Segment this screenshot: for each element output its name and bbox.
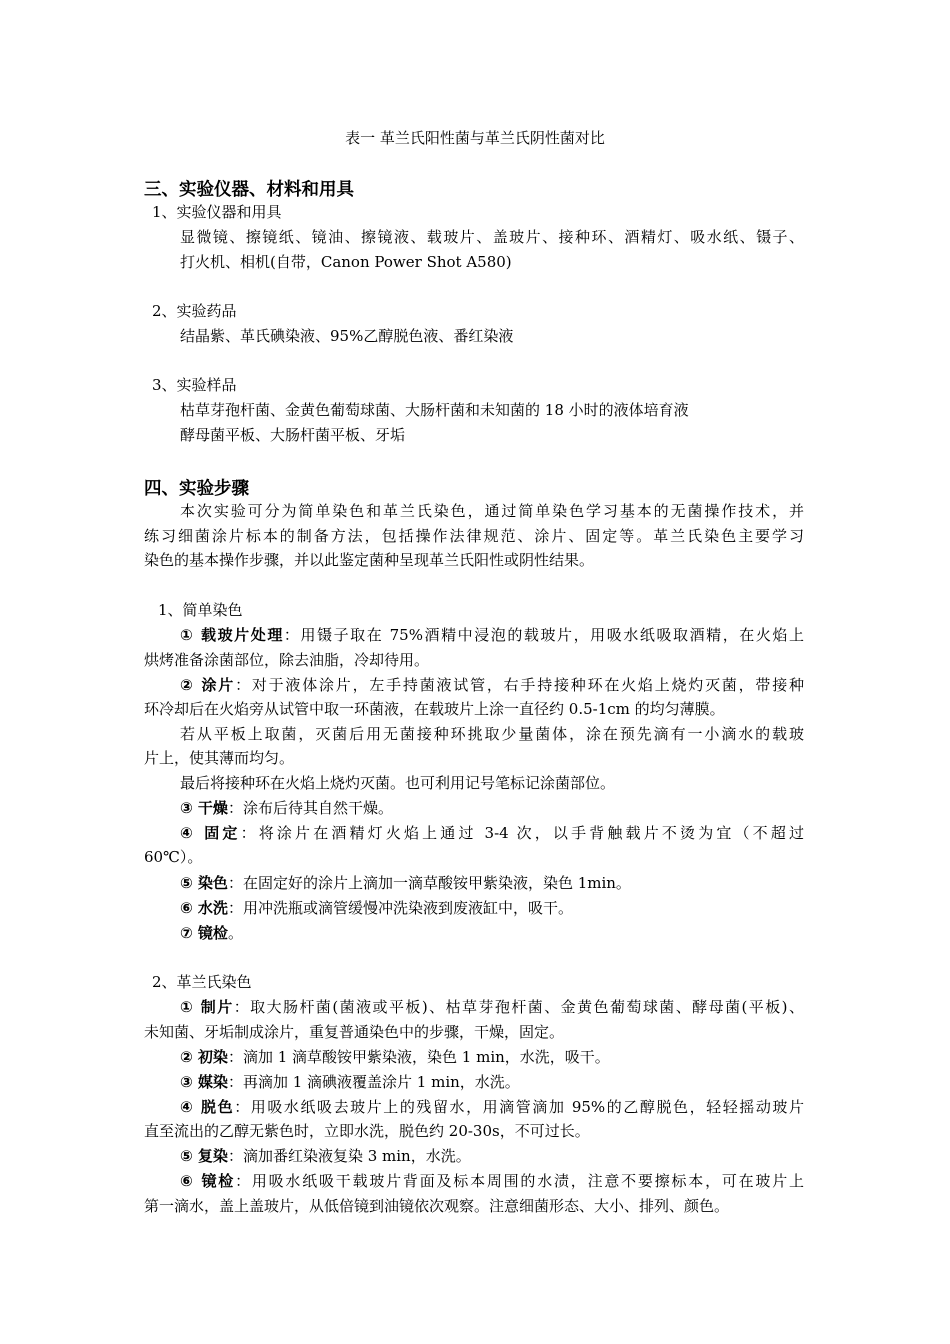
subsection-samples: 3、实验样品: [152, 376, 237, 394]
step-label: ② 涂片: [180, 676, 236, 694]
simple-step-1: [180, 625, 804, 645]
gram-step-1-cont: 未知菌、牙垢制成涂片，重复普通染色中的步骤，干燥，固定。: [144, 1023, 565, 1041]
instruments-line-1: 显微镜、擦镜纸、镜油、擦镜液、载玻片、盖玻片、接种环、酒精灯、吸水纸、镊子、: [180, 228, 804, 246]
intro-line-3: 染色的基本操作步骤，并以此鉴定菌种呈现革兰氏阳性或阴性结果。: [144, 551, 595, 569]
gram-staining-title: 2、革兰氏染色: [152, 973, 252, 991]
step-text: ：涂布后待其自然干燥。: [227, 799, 393, 817]
instruments-line-2: 打火机、相机(自带，Canon Power Shot A580): [180, 253, 512, 271]
step-label: ⑥ 水洗: [180, 899, 228, 917]
step-text: 。: [227, 924, 243, 942]
step-label: ⑦ 镜检: [180, 924, 228, 942]
simple-step-6: [180, 898, 573, 918]
simple-step-2-cont: 环冷却后在火焰旁从试管中取一环菌液，在载玻片上涂一直径约 0.5-1cm 的均匀薄膜。: [144, 700, 725, 718]
step-text: ：取大肠杆菌(菌液或平板)、枯草芽孢杆菌、金黄色葡萄球菌、酵母菌(平板)、: [233, 998, 804, 1016]
step-text: ：再滴加 1 滴碘液覆盖涂片 1 min，水洗。: [227, 1073, 520, 1091]
step-text: ：滴加番红染液复染 3 min，水洗。: [227, 1147, 471, 1165]
simple-step-2: [180, 675, 804, 695]
subsection-reagents: 2、实验药品: [152, 302, 237, 320]
step-label: ④ 固定: [180, 824, 241, 842]
table-caption: 表一 革兰氏阳性菌与革兰氏阴性菌对比: [345, 129, 605, 147]
step-label: ① 载玻片处理: [180, 626, 284, 644]
step-label: ④ 脱色: [180, 1098, 235, 1116]
intro-line-2: 练习细菌涂片标本的制备方法，包括操作法律规范、涂片、固定等。革兰氏染色主要学习: [144, 527, 804, 545]
gram-step-6-cont: 第一滴水，盖上盖玻片，从低倍镜到油镜依次观察。注意细菌形态、大小、排列、颜色。: [144, 1197, 730, 1215]
step-text: ：滴加 1 滴草酸铵甲紫染液，染色 1 min，水洗，吸干。: [227, 1048, 610, 1066]
intro-line-1: 本次实验可分为简单染色和革兰氏染色，通过简单染色学习基本的无菌操作技术，并: [180, 502, 804, 520]
step-label: ③ 媒染: [180, 1073, 228, 1091]
step-text: ：用镊子取在 75%酒精中浸泡的载玻片，用吸水纸吸取酒精，在火焰上: [283, 626, 804, 644]
step-label: ② 初染: [180, 1048, 228, 1066]
step-label: ⑤ 染色: [180, 874, 228, 892]
step-text: ：用吸水纸吸去玻片上的残留水，用滴管滴加 95%的乙醇脱色，轻轻摇动玻片: [234, 1098, 804, 1116]
simple-step-2-plate: 若从平板上取菌，灭菌后用无菌接种环挑取少量菌体，涂在预先滴有一小滴水的载玻: [180, 725, 804, 743]
simple-step-2-final: 最后将接种环在火焰上烧灼灭菌。也可利用记号笔标记涂菌部位。: [180, 774, 616, 792]
gram-step-5: [180, 1146, 471, 1166]
subsection-instruments: 1、实验仪器和用具: [152, 203, 282, 221]
step-label: ① 制片: [180, 998, 234, 1016]
simple-step-7: [180, 923, 243, 943]
step-label: ⑤ 复染: [180, 1147, 228, 1165]
step-text: ：在固定好的涂片上滴加一滴草酸铵甲紫染液，染色 1min。: [227, 874, 631, 892]
step-text: ：将涂片在酒精灯火焰上通过 3-4 次，以手背触载片不烫为宜（不超过: [240, 824, 804, 842]
section-4-heading: 四、实验步骤: [144, 479, 249, 499]
step-text: ：对于液体涂片，左手持菌液试管，右手持接种环在火焰上烧灼灭菌，带接种: [235, 676, 804, 694]
gram-step-4-cont: 直至流出的乙醇无紫色时，立即水洗，脱色约 20-30s，不可过长。: [144, 1122, 590, 1140]
simple-step-2-plate-cont: 片上，使其薄而均匀。: [144, 749, 295, 767]
gram-step-3: [180, 1072, 520, 1092]
reagents-line-1: 结晶紫、革氏碘染液、95%乙醇脱色液、番红染液: [180, 327, 514, 345]
gram-step-6: [180, 1171, 804, 1191]
section-3-heading: 三、实验仪器、材料和用具: [144, 180, 354, 200]
step-label: ③ 干燥: [180, 799, 228, 817]
simple-step-1-cont: 烘烤准备涂菌部位，除去油脂，冷却待用。: [144, 651, 430, 669]
gram-step-2: [180, 1047, 610, 1067]
gram-step-1: [180, 997, 804, 1017]
simple-staining-title: 1、简单染色: [158, 601, 243, 619]
gram-step-4: [180, 1097, 804, 1117]
simple-step-3: [180, 798, 393, 818]
step-label: ⑥ 镜检: [180, 1172, 236, 1190]
simple-step-4-cont: 60℃）。: [144, 848, 203, 866]
samples-line-1: 枯草芽孢杆菌、金黄色葡萄球菌、大肠杆菌和未知菌的 18 小时的液体培育液: [180, 401, 689, 419]
step-text: ：用冲洗瓶或滴管缓慢冲洗染液到废液缸中，吸干。: [227, 899, 573, 917]
step-text: ：用吸水纸吸干载玻片背面及标本周围的水渍，注意不要擦标本，可在玻片上: [235, 1172, 804, 1190]
samples-line-2: 酵母菌平板、大肠杆菌平板、牙垢: [180, 426, 406, 444]
simple-step-4: [180, 823, 804, 843]
simple-step-5: [180, 873, 631, 893]
